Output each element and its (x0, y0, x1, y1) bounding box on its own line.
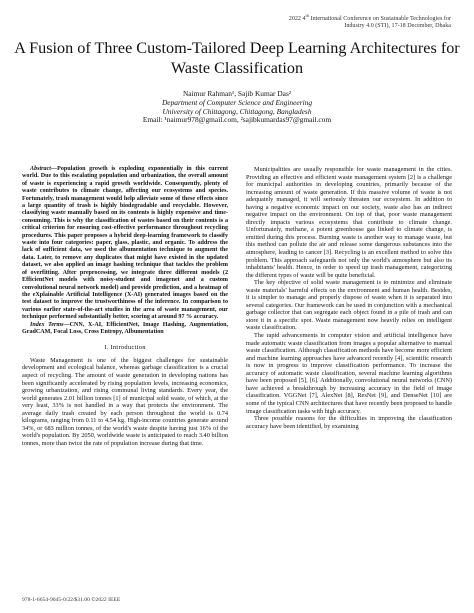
author-block (0, 90, 474, 125)
author-names: Naimur Rahman¹, Sajib Kumar Das² (182, 89, 292, 98)
body-paragraph: The key objective of solid waste management is to minimize and eliminate waste materials' harmful effects on the environment and human health. Besides, it is simpler to manage and properly dispose of waste when it is separated into several categories. Our framework can be used in conjunction with a mechanical garbage collector that can segregate each object found in a pile of trash and can store it in a specific spot. Waste management now heavily relies on intelligent waste classification. (246, 279, 452, 332)
section-heading-introduction: I. Introduction (104, 344, 146, 352)
body-paragraph: Municipalities are usually responsible for waste management in the cities. Providing an effective and efficient waste management system [2] is a challenge for municipal authorities in developing countries, primarily because of the increasing amount of waste generation. If this massive volume of waste is not adequately managed, it will seriously threaten our ecosystem. In addition to having a negative economic impact on our society, waste also has an indirect negative impact on the environment. On top of that, poor waste management directly impacts various ecosystems that contribute to climate change. Unfortunately, methane, a potent greenhouse gas linked to climate change, is emitted during this process. Burning waste is another way to manage waste, but this method can pollute the air and release some dangerous substances into the atmosphere, leading to cancer [3]. Recycling is an excellent method to solve this problem. This approach safeguards not only the world's atmosphere but also its inhabitants' health. Hence, in order to speed up trash management, categorizing the different types of waste will be quite beneficial. (246, 166, 452, 279)
conference-line-1: 2022 4th International Conference on Sustainable Technologies for (288, 13, 451, 23)
copyright-footer: 978-1-6654-9045-0/22/$31.00 ©2022 IEEE (22, 597, 121, 603)
intro-paragraph: Waste Management is one of the biggest challenges for sustainable development and ecological balance, whereas garbage classification is a crucial aspect of recycling. The amount of waste generation in developing nations has been significantly accelerated by rising population levels, increasing economics, growing urbanization, and rising communal living standards. Every year, the world generates 2.01 billion tonnes [1] of municipal solid waste, of which, at the very least, 33% is not handled in a way that protects the environment. The average daily trash created by each person throughout the world is 0.74 kilograms, ranging from 0.11 to 4.54 kg. High-income countries generate around 34%, or 683 million tonnes, of the world's waste despite having just 16% of the world's population. By 2050, worldwide waste is anticipated to reach 3.40 billion tonnes, more than twice the rate of population increase during that time. (22, 356, 228, 447)
conference-line-2: Industry 4.0 (STI), 17-18 December, Dhaka (344, 23, 451, 30)
body-paragraph: Three possible reasons for the difficulties in improving the classification accuracy have been identified, by examining (246, 415, 452, 430)
author-email: Email: ¹naimur978@gmail.com, ²sajibkumardas97@gmail.com (142, 115, 332, 125)
author-university: University of Chittagong, Chittagong, Bangladesh (162, 106, 312, 116)
abstract: Abstract—Population growth is exploding exponentially in this current world. Due to this escalating population and urbanization, the overall amount of waste is experiencing a rapid growth worldwide. Consequently, plenty of waste contributes to climate change, affecting our ecosystems and species. Fortunately, trash management would help alleviate some of these effects since a large quantity of trash is highly biodegradable and recyclable. However, classifying waste manually based on its contents is highly expensive and time-consuming. This is why the classification of wastes based on their contents is a critical criterion for ensuring cost-effective performance throughout recycling procedures. This paper proposes a hybrid deep-learning framework to classify waste into four categories: paper, glass, plastic, and organic. To address the lack of sufficient data, we used the albumentation technique to augment the data. Later, to remove any duplicates that might have existed in the updated dataset, we also applied an image hashing technique that tackles the problem of overfitting. After preprocessing, we integrate three different models (2 EfficientNet models with noisy-student and imagenet and a custom convolutional neural network model) and provide prediction, and a heatmap of the eXplainable Artificial Intelligence (X-AI) generated images based on the test dataset to improve the trustworthiness of the inference. In comparison to various earlier state-of-the-art studies in the area of waste management, our technique performed substantially better, scoring at around 97 % accuracy. (22, 166, 228, 321)
author-department: Department of Computer Science and Engineering (161, 97, 313, 107)
right-column (246, 166, 452, 430)
index-terms: Index Terms—CNN, X-AI, EfficientNet, Image Hashing, Augmentation, GradCAM, Focal Loss, Cross Entropy, Albumentation (22, 321, 229, 335)
body-paragraph: The rapid advancements in computer vision and artificial intelligence have made automatic waste classification from images a popular alternative to manual waste classification. Although classification methods have become more efficient and machine learning approaches have advanced recently [4], scientific research is now in progress to improve classification performance. To increase the accuracy of automatic waste classification, several machine learning algorithms have been proposed [5], [6]. Additionally, convolutional neural networks (CNN) have achieved a breakthrough by increasing accuracy in the field of image classification. VGGNet [7], AlexNet [8], ResNet [9], and DenseNet [10] are some of the typical CNN architectures that have recently been proposed to handle image classification tasks with high accuracy. (246, 332, 452, 415)
conference-header (231, 12, 451, 31)
left-column (22, 166, 228, 447)
paper-title: A Fusion of Three Custom-Tailored Deep Learning Architectures for Waste Classification (14, 39, 460, 77)
